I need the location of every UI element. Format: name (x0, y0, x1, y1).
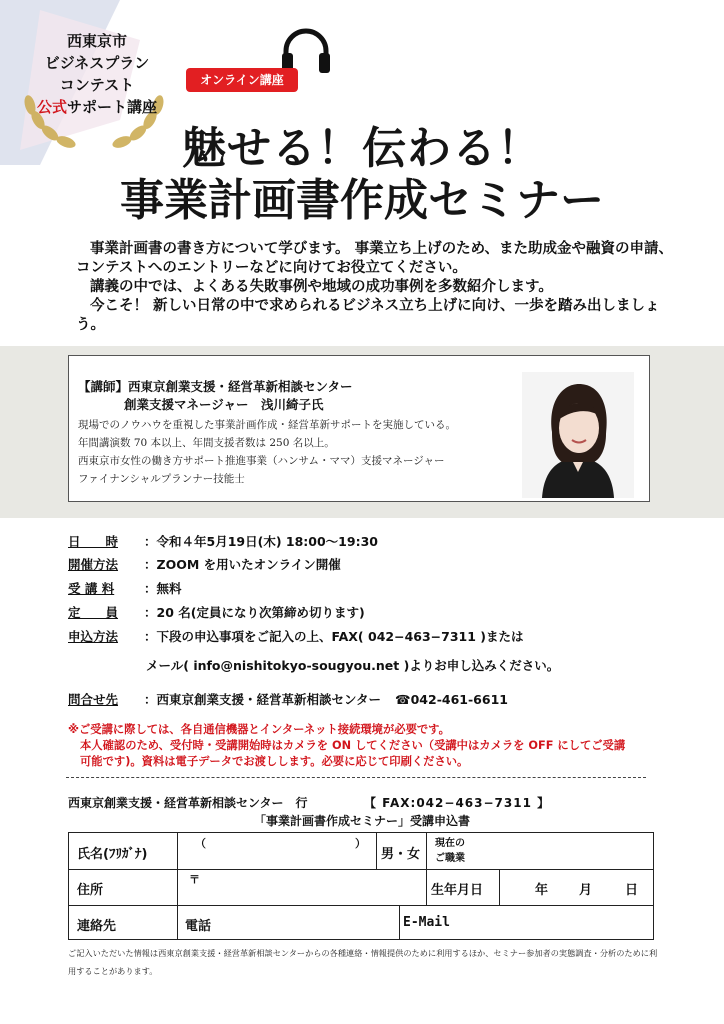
colon: ： (144, 581, 157, 596)
colon: ： (144, 629, 157, 644)
instructor-heading (78, 378, 353, 414)
info-row-apply (68, 627, 523, 647)
cut-line (66, 777, 646, 778)
address-label: 住所 (77, 883, 104, 898)
info-row-fee (68, 579, 182, 599)
phone-input[interactable] (219, 909, 395, 937)
job-label-1: 現在の (435, 838, 465, 849)
address-input[interactable] (183, 873, 421, 903)
name-paren-open: （ (195, 837, 206, 850)
contact-label: 問合せ先 (68, 692, 119, 707)
badge-line-2: ビジネスプラン (44, 54, 150, 72)
email-input[interactable] (459, 909, 649, 937)
apply-value: 下段の申込事項をご記入の上、FAX( 042−463−7311 )または (156, 629, 524, 644)
online-course-badge: オンライン講座 (186, 68, 298, 92)
form-fax: 【 FAX:042−463−7311 】 (364, 796, 551, 810)
contact-value: 西東京創業支援・経営革新相談センター (156, 692, 382, 707)
instructor-photo (522, 372, 634, 498)
profile-line: 現場でのノウハウを重視した事業計画作成・経営革新サポートを実施している。 (78, 419, 456, 431)
badge-line-3: コンテスト (59, 76, 135, 94)
phone-field-label: 電話 (185, 919, 212, 934)
title-line-2: 事業計画書作成セミナー (120, 175, 604, 226)
birth-day[interactable]: 日 (625, 883, 639, 898)
notice-line: 本人確認のため、受付時・受講開始時はカメラを ON してください（受講中はカメラを OFF にしてご受講 (80, 739, 626, 752)
intro-paragraph: 今こそ！ 新しい日常の中で求められるビジネス立ち上げに向け、一歩を踏み出しましょう。 (76, 298, 660, 333)
badge-official: 公式 (36, 98, 67, 116)
date-value: 令和４年5月19日(木) 18:00～19:30 (156, 534, 378, 549)
birth-year[interactable]: 年 (535, 883, 549, 898)
info-row-apply-2 (146, 656, 559, 676)
profile-line: 年間講演数 70 本以上、年間支援者数は 250 名以上。 (78, 437, 335, 449)
method-value: ZOOM を用いたオンライン開催 (156, 557, 341, 572)
title-line-1: 魅せる！伝わる！ (182, 123, 542, 174)
contact-phone: 042-461-6611 (410, 692, 508, 707)
profile-line: 西東京市女性の働き方サポート推進事業（ハンサム・ママ）支援マネージャー (78, 455, 445, 467)
postal-mark: 〒 (189, 873, 200, 886)
form-title: 「事業計画書作成セミナー」受講申込書 (253, 814, 470, 828)
info-row-method (68, 555, 341, 575)
intro-paragraph: 事業計画書の書き方について学びます。 事業立ち上げのため、また助成金や融資の申請、コンテストへのエントリーなどに向けてお役立てください。 (76, 241, 674, 276)
info-row-contact (68, 690, 508, 710)
job-label-2: ご職業 (435, 853, 465, 864)
capacity-label: 定 員 (68, 605, 119, 620)
info-row-date (68, 532, 378, 552)
application-form (68, 832, 654, 940)
birthdate-label: 生年月日 (431, 883, 484, 898)
apply-label: 申込方法 (68, 629, 119, 644)
date-label: 日 時 (68, 534, 119, 549)
notice (68, 722, 668, 770)
contest-badge (22, 30, 172, 118)
name-label: 氏名(ﾌﾘｶﾞﾅ) (77, 847, 148, 862)
info-row-capacity (68, 603, 365, 623)
capacity-value: 20 名(定員になり次第締め切ります) (156, 605, 365, 620)
contact-label: 連絡先 (77, 919, 117, 934)
colon: ： (144, 557, 157, 572)
notice-line: 可能です)。資料は電子データでお渡しします。必要に応じて印刷ください。 (80, 755, 469, 768)
colon: ： (144, 692, 157, 707)
name-paren-close: ） (355, 837, 366, 850)
intro-paragraph: 講義の中では、よくある失敗事例や地域の成功事例を多数紹介します。 (90, 279, 553, 295)
name-input[interactable] (183, 851, 371, 867)
fee-value: 無料 (156, 581, 182, 596)
badge-line-1: 西東京市 (66, 32, 127, 50)
birth-month[interactable]: 月 (579, 883, 593, 898)
colon: ： (144, 605, 157, 620)
instructor-profile (78, 416, 518, 488)
apply-email-line: メール( info@nishitokyo-sougyou.net )よりお申し込みください。 (146, 658, 560, 673)
colon: ： (144, 534, 157, 549)
instructor-name: 創業支援マネージャー 浅川綺子氏 (124, 397, 324, 412)
profile-line: ファイナンシャルプランナー技能士 (78, 473, 245, 485)
intro-text (76, 240, 676, 335)
notice-line: ※ご受講に際しては、各自通信機器とインターネット接続環境が必要です。 (68, 723, 450, 736)
job-label (435, 836, 465, 866)
instructor-org: 【講師】西東京創業支援・経営革新相談センター (78, 379, 353, 394)
job-input[interactable] (489, 835, 649, 867)
privacy-footnote: ご記入いただいた情報は西東京創業支援・経営革新相談センターからの各種連絡・情報提供のために利用するほか、セミナー参加者の実態調査・分析のために利用することがあります。 (68, 948, 658, 976)
phone-icon: ☎ (395, 692, 411, 707)
email-field-label: E-Mail (403, 915, 450, 930)
fee-label: 受 講 料 (68, 581, 115, 596)
badge-support: サポート講座 (67, 98, 158, 116)
form-recipient: 西東京創業支援・経営革新相談センター 行 (68, 796, 308, 810)
gender-choice[interactable]: 男・女 (381, 847, 421, 862)
method-label: 開催方法 (68, 557, 119, 572)
